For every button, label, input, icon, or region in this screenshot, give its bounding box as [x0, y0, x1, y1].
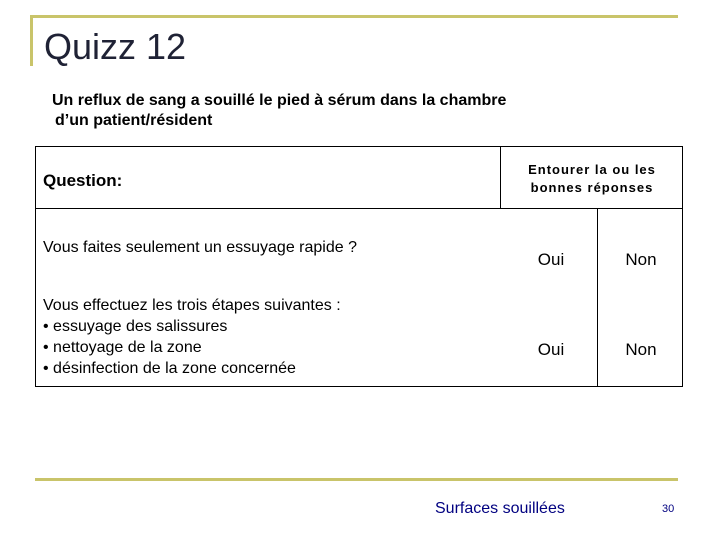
question-2	[43, 295, 341, 379]
answer-yes-1[interactable]: Oui	[537, 250, 565, 269]
left-accent-rule	[30, 15, 33, 66]
answer-yes-2[interactable]: Oui	[537, 340, 565, 359]
question-2-line-4: • désinfection de la zone concernée	[43, 360, 296, 377]
answer-column-divider	[597, 208, 598, 386]
question-2-line-1: Vous effectuez les trois étapes suivantes :	[43, 297, 341, 314]
question-1-line-1: Vous faites seulement un essuyage rapide ?	[43, 239, 357, 256]
page-number: 30	[662, 503, 675, 515]
top-accent-rule	[30, 15, 678, 18]
instruction-header: Entourer la ou les bonnes réponses	[528, 162, 656, 195]
answer-no-2[interactable]: Non	[625, 340, 657, 359]
footer-label: Surfaces souillées	[435, 500, 565, 517]
question-2-line-2: • essuyage des salissures	[43, 318, 228, 335]
question-1	[43, 237, 357, 258]
question-2-line-3: • nettoyage de la zone	[43, 339, 202, 356]
question-header: Question:	[43, 171, 123, 190]
header-divider	[36, 208, 682, 209]
slide-subtitle	[52, 91, 506, 131]
slide-title: Quizz 12	[44, 26, 187, 67]
subtitle-line-2: d’un patient/résident	[55, 112, 213, 129]
quiz-table	[35, 146, 683, 387]
bottom-accent-rule	[35, 478, 678, 481]
answer-no-1[interactable]: Non	[625, 250, 657, 269]
subtitle-line-1: Un reflux de sang a souillé le pied à sérum dans la chambre	[52, 92, 507, 109]
